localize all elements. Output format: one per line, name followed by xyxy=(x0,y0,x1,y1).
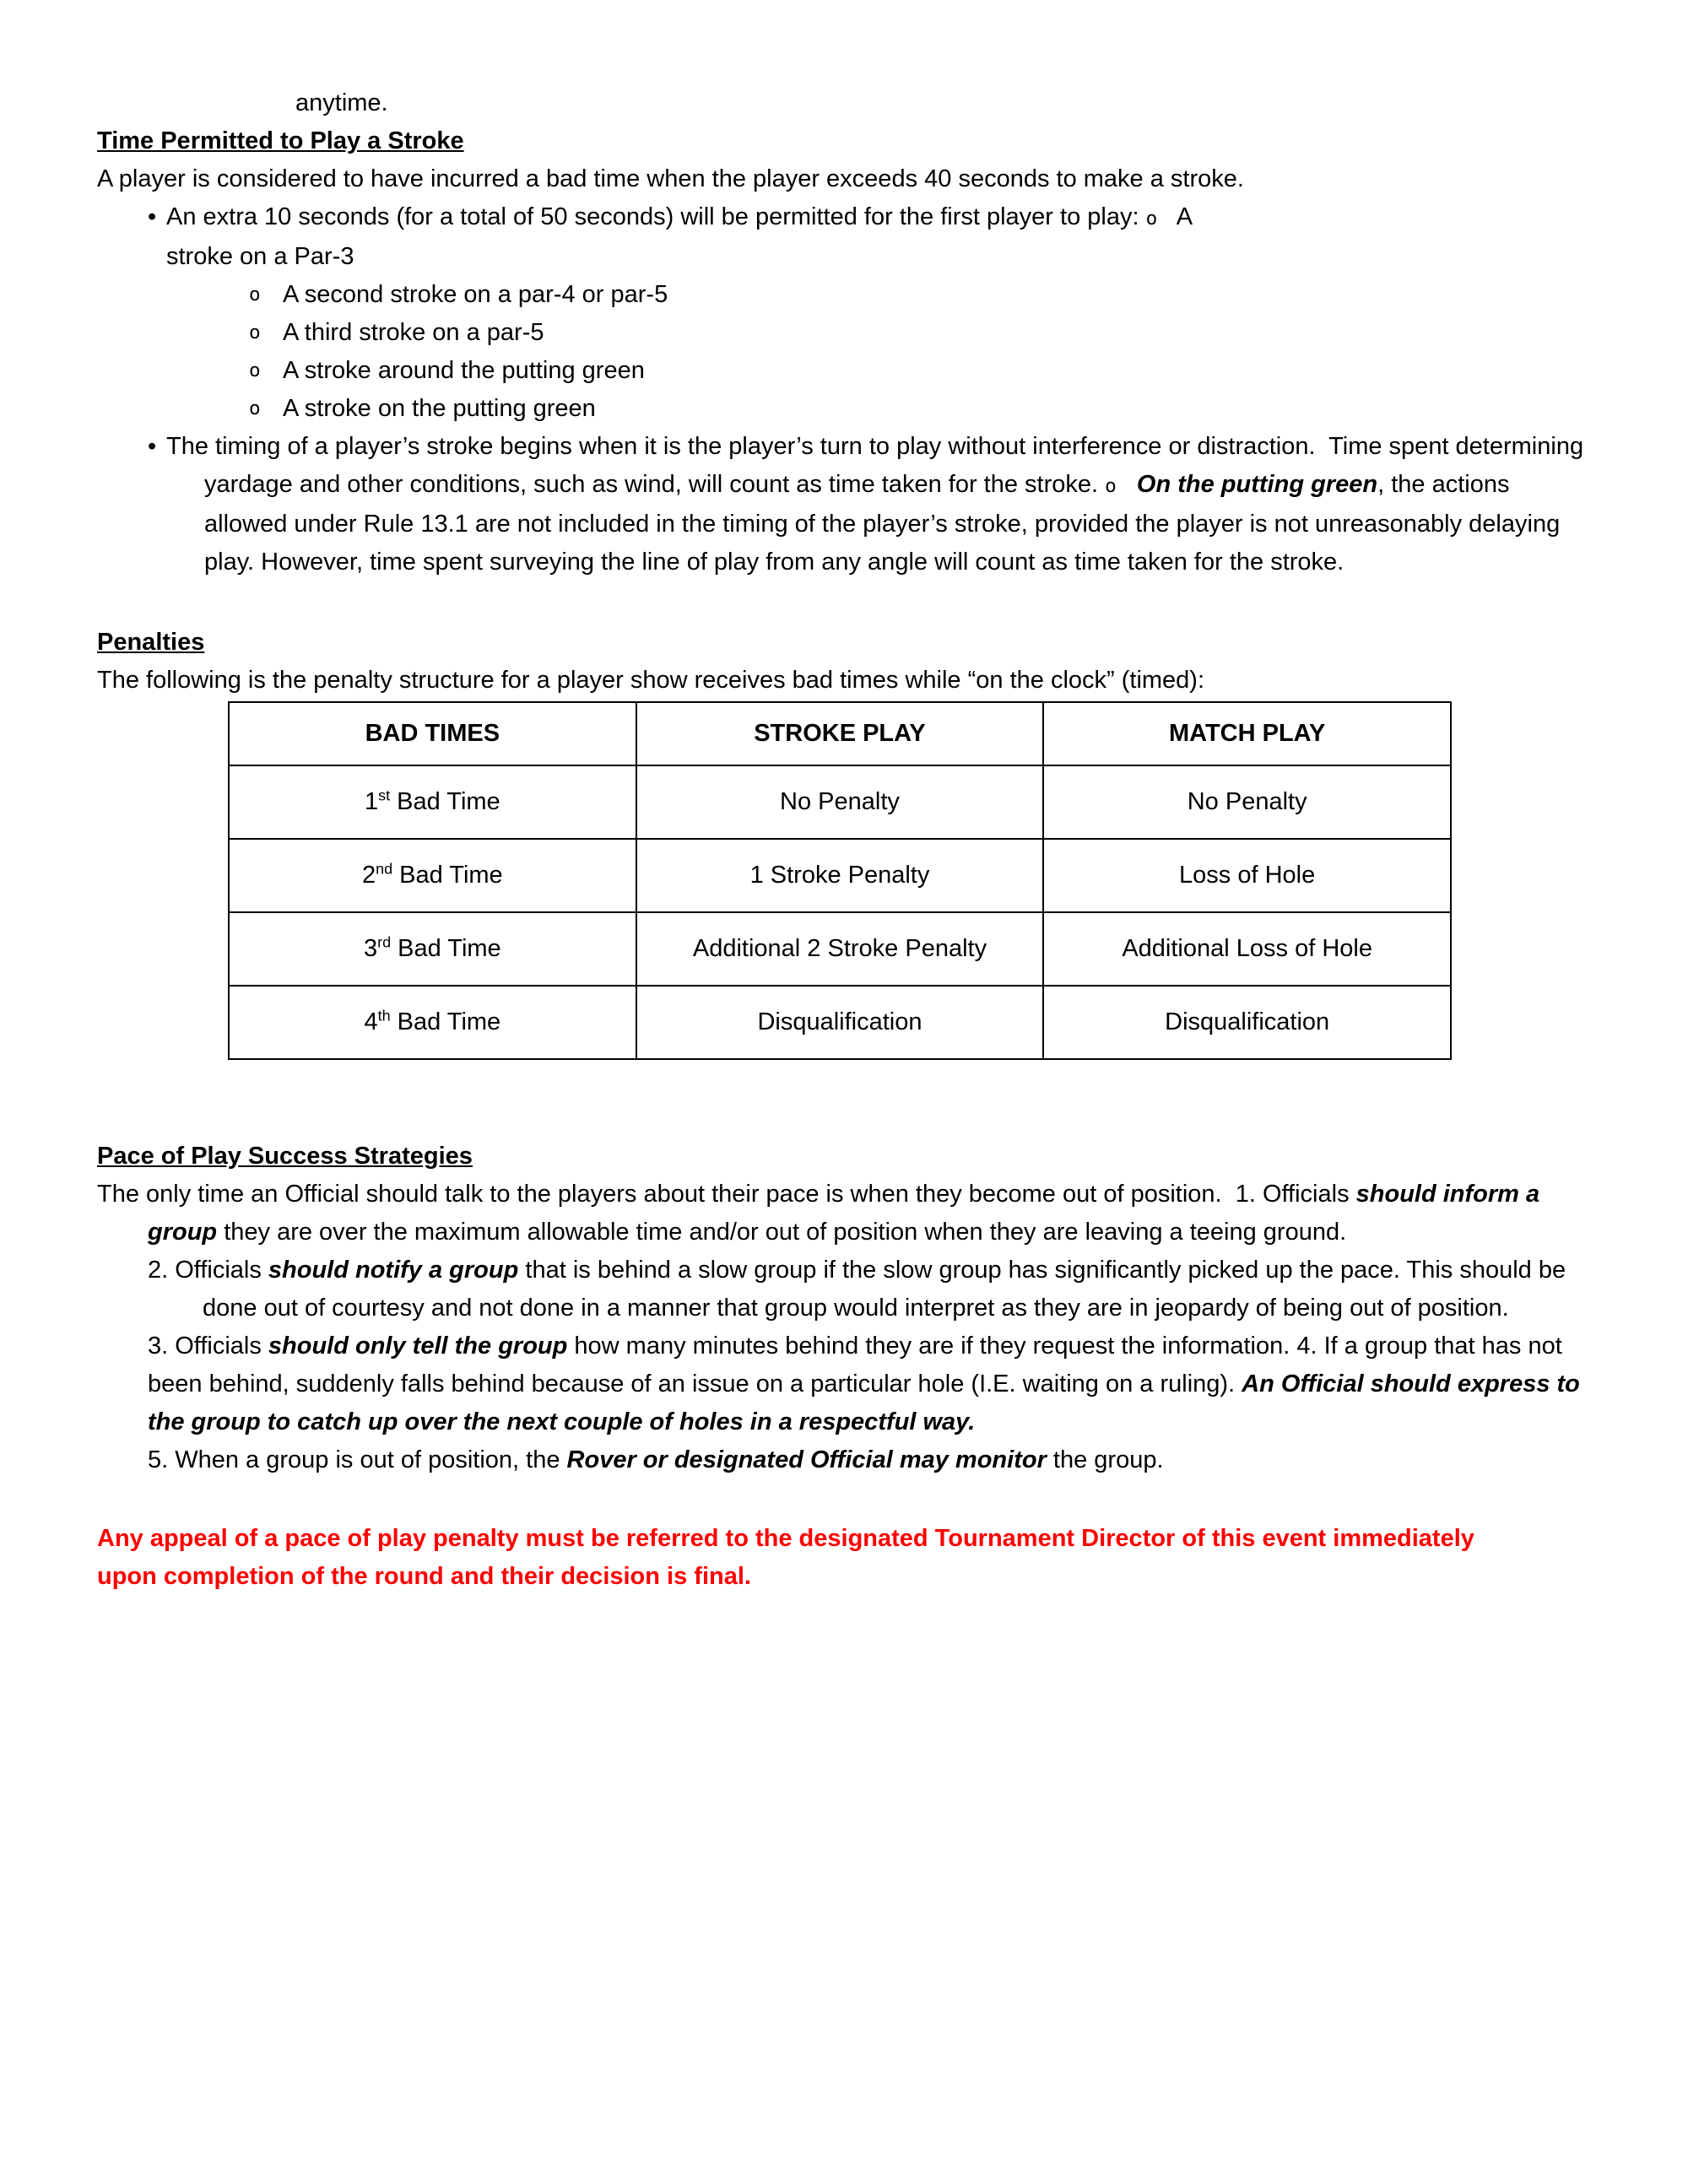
text-run: they are over the maximum allowable time and/or out of position when they are leaving a teeing ground. xyxy=(217,1219,1347,1246)
penalties-intro: The following is the penalty structure for a player show receives bad times while “on the clock” (timed): xyxy=(97,667,1205,694)
text-run: Bad Time xyxy=(390,788,500,815)
col-header-bad-times: BAD TIMES xyxy=(229,702,636,765)
text-run: 2 xyxy=(361,862,376,889)
cell-match-play: Loss of Hole xyxy=(1043,839,1451,912)
text-run: should notify a group xyxy=(268,1257,519,1284)
text-run: Bad Time xyxy=(390,1008,501,1035)
sub-bullet-item xyxy=(97,276,1591,314)
text-run: 3. Officials xyxy=(148,1333,268,1360)
cell-match-play: No Penalty xyxy=(1043,765,1451,839)
text-run: An Official should express to the group to catch up over the next couple of holes in a respectful way. xyxy=(148,1370,1587,1435)
cell-bad-time xyxy=(229,765,636,839)
sub-bullet-text: A second stroke on a par-4 or par-5 xyxy=(283,281,668,308)
text-run: st xyxy=(378,787,391,804)
sub-bullet-text: A stroke on the putting green xyxy=(283,395,596,422)
text-run: the group. xyxy=(1046,1446,1164,1473)
table-header-row xyxy=(229,702,1451,765)
text-run: should only tell the group xyxy=(268,1333,568,1360)
heading-text: Time Permitted to Play a Stroke xyxy=(97,127,464,154)
text-run: th xyxy=(377,1007,391,1024)
table-row xyxy=(229,912,1451,986)
pace-paragraph-4 xyxy=(148,1441,1591,1479)
heading-time-permitted xyxy=(97,122,1591,160)
text-run: that is behind a slow group if the slow group has significantly picked up the pace. This should be done out of courtesy and not done in a manner that group would interpret as they are in jeopardy of being out of position. xyxy=(203,1257,1573,1322)
sub-bullet-item xyxy=(97,390,1591,428)
bullet-icon: • xyxy=(148,433,157,460)
cell-bad-time xyxy=(229,986,636,1059)
table-row xyxy=(229,839,1451,912)
sub-bullet-text: A third stroke on a par-5 xyxy=(283,319,544,346)
bullet-text xyxy=(166,198,1591,276)
heading-pace-strategies xyxy=(97,1138,1591,1176)
text-run: , the actions allowed under Rule 13.1 are not included in the timing of the player’s stroke, provided the player is not unreasonably delaying play. However, time spent surveying the line of play from any angle will count as time taken for the stroke. xyxy=(204,471,1567,576)
cell-stroke-play: Additional 2 Stroke Penalty xyxy=(636,912,1044,986)
text-run: how many minutes behind they are if they request the information. 4. If a group that has not been behind, suddenly falls behind because of an issue on a particular hole (I.E. waiting on a ruling). xyxy=(148,1333,1569,1397)
text-run: Bad Time xyxy=(392,862,503,889)
bullet-item-timing xyxy=(97,428,1591,581)
cell-bad-time xyxy=(229,912,636,986)
text-run: o xyxy=(1145,208,1158,230)
sub-bullet-text: A stroke around the putting green xyxy=(283,357,645,384)
circle-bullet-icon: o xyxy=(249,322,261,343)
col-header-stroke-play: STROKE PLAY xyxy=(636,702,1044,765)
text-run: rd xyxy=(377,933,392,951)
text-run: 1 xyxy=(364,788,379,815)
bullet-icon: • xyxy=(148,203,157,230)
circle-bullet-icon: o xyxy=(249,397,261,419)
cell-stroke-play: 1 Stroke Penalty xyxy=(636,839,1044,912)
table-row xyxy=(229,765,1451,839)
text-run: A xyxy=(1157,203,1193,230)
cell-stroke-play: Disqualification xyxy=(636,986,1044,1059)
heading-penalties xyxy=(97,624,1591,662)
text-run xyxy=(1117,471,1137,498)
text-run: On the putting green xyxy=(1136,471,1378,498)
heading-text: Pace of Play Success Strategies xyxy=(97,1143,473,1170)
text-run: The only time an Official should talk to the players about their pace is when they become out of position. 1. Officials xyxy=(97,1181,1356,1208)
text-run: should inform a group xyxy=(148,1181,1547,1246)
col-header-match-play: MATCH PLAY xyxy=(1043,702,1451,765)
bullet-text xyxy=(166,428,1591,581)
appeal-notice: Any appeal of a pace of play penalty must be referred to the designated Tournament Director of this event immediately upon completion of the round and their decision is final. xyxy=(97,1525,1481,1590)
text-run: Rover or designated Official may monitor xyxy=(566,1446,1047,1473)
pace-paragraph-3 xyxy=(148,1327,1591,1441)
text-run: Bad Time xyxy=(391,935,501,962)
heading-text: Penalties xyxy=(97,629,205,656)
text-run: The timing of a player’s stroke begins when it is the player’s turn to play without interference or distraction. Time spent determining yardage and other conditions, such as wind, will count as time taken for the stroke. xyxy=(166,433,1591,498)
text-run: 4 xyxy=(364,1008,378,1035)
cell-stroke-play: No Penalty xyxy=(636,765,1044,839)
penalty-table xyxy=(228,701,1452,1060)
circle-bullet-icon: o xyxy=(249,284,261,305)
table-row xyxy=(229,986,1451,1059)
cell-bad-time xyxy=(229,839,636,912)
bullet-item-extra-seconds xyxy=(97,198,1591,276)
text-run: 5. When a group is out of position, the xyxy=(148,1446,567,1473)
cell-match-play: Additional Loss of Hole xyxy=(1043,912,1451,986)
text-run: An extra 10 seconds (for a total of 50 seconds) will be permitted for the first player to play: xyxy=(166,203,1146,230)
carryover-line: anytime. xyxy=(295,89,388,116)
text-run: 2. Officials xyxy=(148,1257,268,1284)
cell-match-play: Disqualification xyxy=(1043,986,1451,1059)
text-run: 3 xyxy=(363,935,378,962)
sub-bullet-item xyxy=(97,314,1591,352)
time-section-intro: A player is considered to have incurred a bad time when the player exceeds 40 seconds to make a stroke. xyxy=(97,165,1244,192)
pace-paragraph-1 xyxy=(97,1176,1591,1251)
text-run: o xyxy=(1105,475,1117,497)
text-run: stroke on a Par-3 xyxy=(166,243,354,270)
sub-bullet-item xyxy=(97,352,1591,390)
pace-paragraph-2 xyxy=(97,1251,1591,1327)
text-run: nd xyxy=(376,860,393,878)
circle-bullet-icon: o xyxy=(249,359,261,381)
